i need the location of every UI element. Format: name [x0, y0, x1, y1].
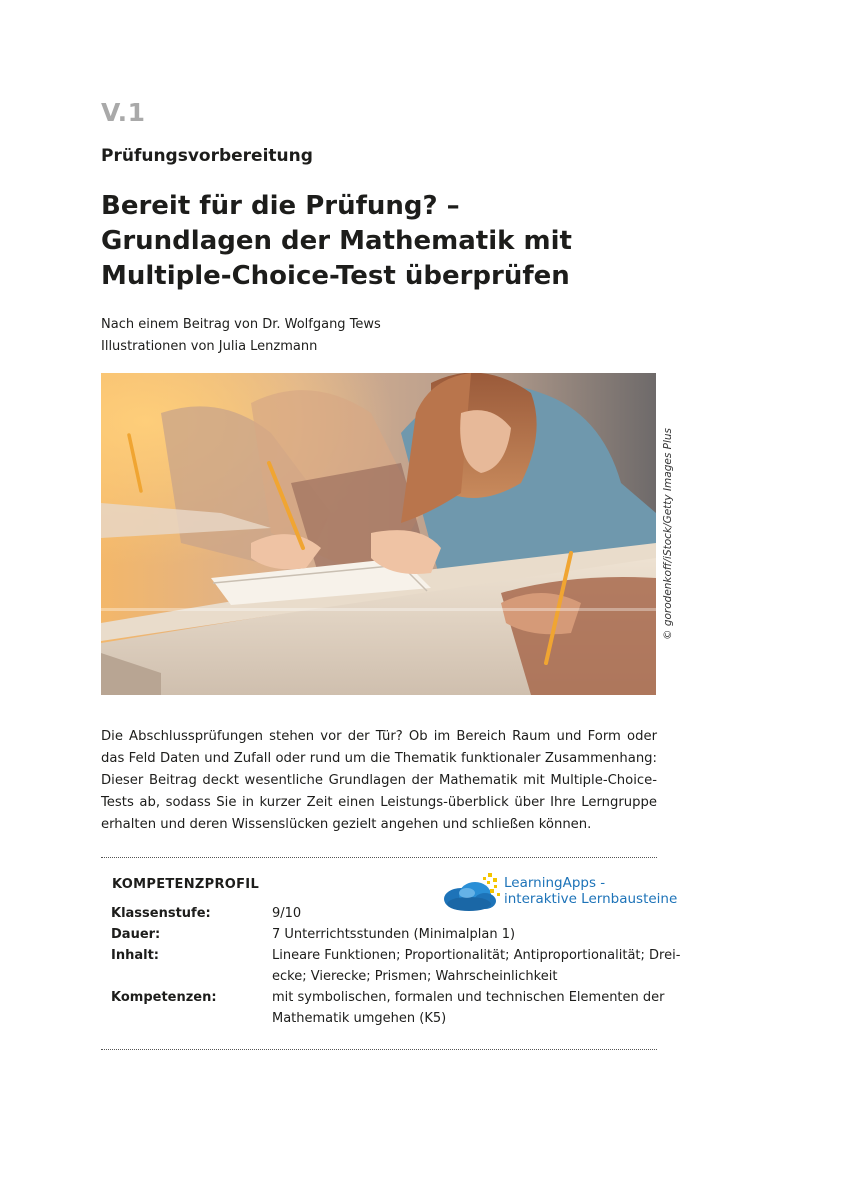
profile-label-competencies: Kompetenzen:	[111, 990, 217, 1005]
profile-value-grade	[272, 903, 657, 924]
value-line: Lineare Funktionen; Proportionalität; Antiproportionalität; Drei-	[272, 948, 681, 963]
profile-label-grade: Klassenstufe:	[111, 906, 211, 921]
value-line: ecke; Vierecke; Prismen; Wahrscheinlichkeit	[272, 969, 558, 984]
photo-copyright: © gorodenkoff/iStock/Getty Images Plus	[662, 427, 674, 641]
value-line: 7 Unterrichtsstunden (Minimalplan 1)	[272, 927, 516, 942]
author-line: Nach einem Beitrag von Dr. Wolfgang Tews	[101, 317, 381, 332]
title-line: Multiple-Choice-Test überprüfen	[101, 261, 570, 291]
profile-value-content	[272, 945, 681, 987]
value-line: 9/10	[272, 906, 302, 921]
profile-value-duration	[272, 924, 657, 945]
profile-label-duration: Dauer:	[111, 927, 161, 942]
title-line: Bereit für die Prüfung? –	[101, 191, 460, 221]
divider-bottom	[101, 1049, 657, 1050]
illustrator-line: Illustrationen von Julia Lenzmann	[101, 339, 318, 354]
logo-text-line1: LearningApps -	[504, 875, 606, 891]
hero-photo	[101, 373, 656, 695]
logo-text-line2: interaktive Lernbausteine	[504, 891, 678, 907]
value-line: Mathematik umgehen (K5)	[272, 1011, 447, 1026]
title-line: Grundlagen der Mathematik mit	[101, 226, 572, 256]
profile-heading: KOMPETENZPROFIL	[112, 877, 260, 892]
page-title	[101, 189, 661, 294]
intro-paragraph: Die Abschlussprüfungen stehen vor der Tür? Ob im Bereich Raum und Form oder das Feld Daten und Zufall oder rund um die Thematik funktionaler Zusammenhang: Dieser Beitrag deckt wesentliche Grundlagen der Mathematik mit Multiple-Choice-Tests ab, sodass Sie in kurzer Zeit einen Leistungs-überblick über Ihre Lerngruppe erhalten und deren Wissenslücken gezielt angehen und schließen können.	[101, 729, 657, 832]
value-line: mit symbolischen, formalen und technischen Elementen der	[272, 990, 665, 1005]
section-number: V.1	[101, 98, 146, 127]
profile-value-competencies	[272, 987, 665, 1029]
kicker-heading: Prüfungsvorbereitung	[101, 146, 313, 166]
credits	[101, 314, 381, 358]
divider-top	[101, 857, 657, 858]
profile-label-content: Inhalt:	[111, 948, 159, 963]
